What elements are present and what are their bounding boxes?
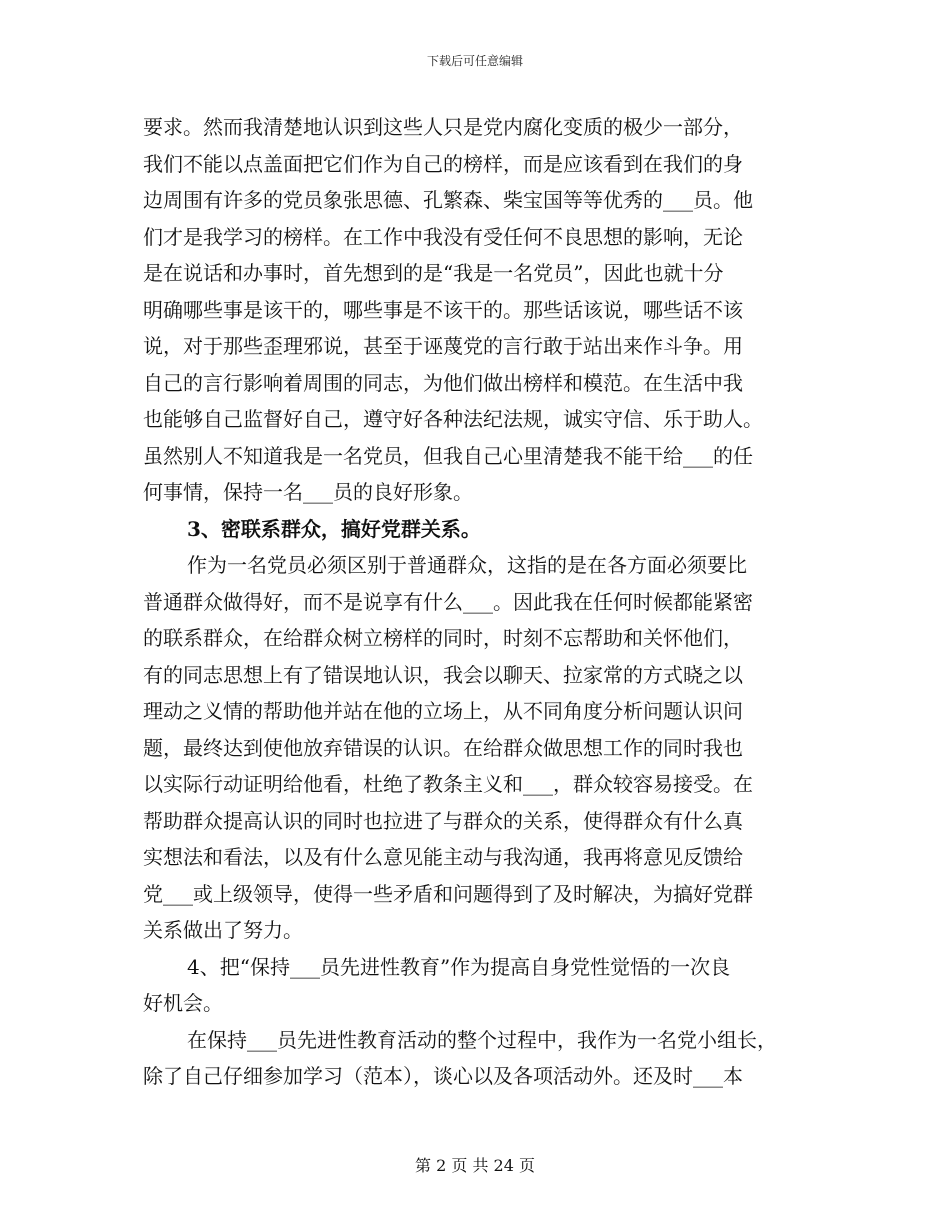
body-line: 明确哪些事是该干的，哪些事是不该干的。那些话该说，哪些话不该: [143, 297, 743, 322]
body-line: 也能够自己监督好自己，遵守好各种法纪法规，诚实守信、乐于助人。: [143, 407, 763, 431]
body-line: 说，对于那些歪理邪说，甚至于诬蔑党的言行敢于站出来作斗争。用: [143, 334, 743, 358]
body-line: 何事情，保持一名___员的良好形象。: [143, 480, 473, 504]
document-body: [143, 109, 813, 1095]
body-line: 普通群众做得好，而不是说享有什么___。因此我在任何时候都能紧密: [143, 589, 753, 614]
body-line: 是在说话和办事时，首先想到的是“我是一名党员”，因此也就十分: [143, 261, 724, 285]
body-line: 题，最终达到使他放弃错误的认识。在给群众做思想工作的同时我也: [143, 735, 743, 760]
body-line: 党___或上级领导，使得一些矛盾和问题得到了及时解决，为搞好党群: [143, 881, 753, 906]
body-line: 的联系群众，在给群众树立榜样的同时，时刻不忘帮助和关怀他们，: [143, 626, 743, 650]
page-header: 下载后可任意编辑: [426, 54, 523, 68]
body-line: 好机会。: [143, 991, 223, 1015]
body-line: 除了自己仔细参加学习（范本），谈心以及各项活动外。还及时___本: [143, 1064, 743, 1088]
paragraph-start: 在保持___员先进性教育活动的整个过程中，我作为一名党小组长，: [187, 1027, 777, 1052]
section-heading-3: 3、密联系群众，搞好党群关系。: [187, 516, 481, 541]
body-line: 有的同志思想上有了错误地认识，我会以聊天、拉家常的方式晓之以: [143, 662, 743, 687]
body-line: 以实际行动证明给他看，杜绝了教条主义和___，群众较容易接受。在: [143, 772, 753, 796]
body-line: 虽然别人不知道我是一名党员，但我自己心里清楚我不能干给___的任: [143, 443, 753, 468]
body-line: 我们不能以点盖面把它们作为自己的榜样，而是应该看到在我们的身: [143, 151, 743, 176]
section-heading-4: 4、把“保持___员先进性教育”作为提高自身党性觉悟的一次良: [187, 954, 731, 979]
body-line: 关系做出了努力。: [143, 918, 303, 942]
body-line: 帮助群众提高认识的同时也拉进了与群众的关系，使得群众有什么真: [143, 808, 743, 833]
body-line: 实想法和看法，以及有什么意见能主动与我沟通，我再将意见反馈给: [143, 845, 743, 869]
body-line: 边周围有许多的党员象张思德、孔繁森、柴宝国等等优秀的___员。他: [143, 188, 753, 212]
paragraph-start: 作为一名党员必须区别于普通群众，这指的是在各方面必须要比: [187, 553, 747, 577]
body-line: 要求。然而我清楚地认识到这些人只是党内腐化变质的极少一部分，: [143, 115, 743, 139]
page-footer: 第 2 页 共 24 页: [415, 1156, 535, 1175]
body-line: 理动之义情的帮助他并站在他的立场上，从不同角度分析问题认识问: [143, 699, 743, 723]
body-line: 自己的言行影响着周围的同志，为他们做出榜样和模范。在生活中我: [143, 370, 743, 395]
body-line: 们才是我学习的榜样。在工作中我没有受任何不良思想的影响，无论: [143, 224, 743, 249]
